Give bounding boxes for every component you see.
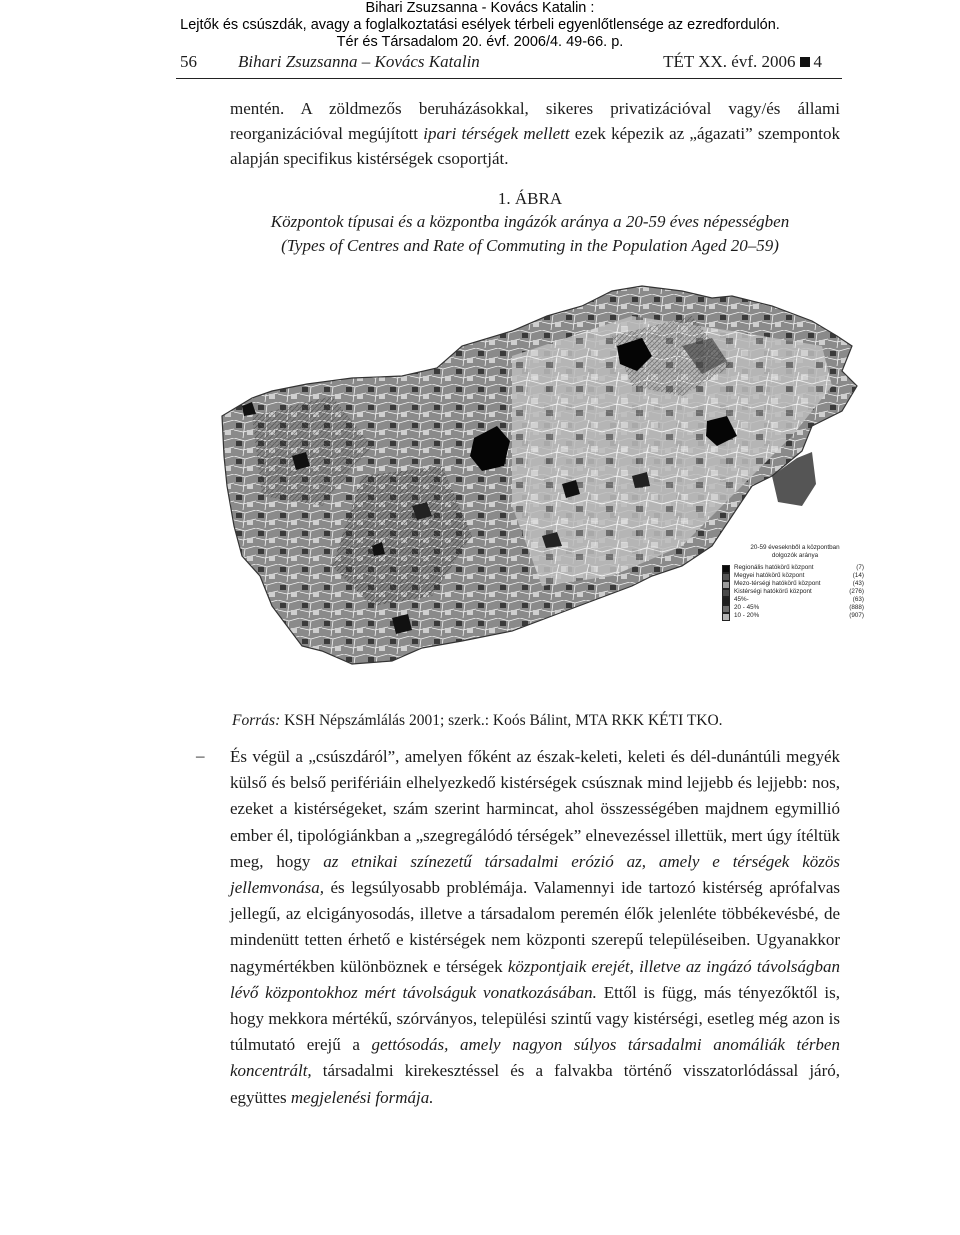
legend-item: Mezo-térségi hatókörű központ (43) <box>718 580 868 588</box>
intro-paragraph: mentén. A zöldmezős beruházásokkal, sikeres privatizációval vagy/és állami reorganizációval megújított ipari térségek mellett ezek képezik az „ágazati” szempontok alapján specifikus kistérségek csoportját. <box>230 99 840 168</box>
page-number: 56 <box>180 52 197 71</box>
legend-swatch <box>722 613 730 621</box>
map-legend <box>718 544 868 620</box>
legend-item: Megyei hatókörű központ (14) <box>718 572 868 580</box>
citation-title: Lejtők és csúszdák, avagy a foglalkoztatási esélyek térbeli egyenlőtlensége az ezredfordulón. <box>180 17 780 33</box>
figure-number: 1. ÁBRA <box>497 189 563 208</box>
legend-item: 20 - 45% (888) <box>718 604 868 612</box>
journal-name: TÉT XX. évf. 2006 <box>663 52 796 71</box>
square-bullet-icon <box>800 57 810 67</box>
legend-item: 45%- (63) <box>718 596 868 604</box>
journal-issue <box>663 52 822 72</box>
legend-heading: 20-59 éveseknből a központban dolgozók aránya <box>750 544 840 559</box>
figure-source: Forrás: KSH Népszámlálás 2001; szerk.: Koós Bálint, MTA RKK KÉTI TKO. <box>232 712 723 729</box>
emphasis: gettósodás, amely nagyon súlyos társadalmi anomáliák térben koncentrált, <box>230 1035 840 1081</box>
emphasis: megjelenési formája. <box>290 1087 434 1107</box>
citation-authors: Bihari Zsuzsanna - Kovács Katalin : <box>365 0 595 16</box>
emphasis: ipari térségek mellett <box>423 124 570 143</box>
body-paragraph: És végül a „csúszdáról”, amelyen főként az észak-keleti, keleti és dél-dunántúli megyék külső és belső perifériáin elhelyezkedő kistérségek csúsznak mind lejjebb és lejjebb: nos, ezeket a kistérségeket, szám szerint harmincat, ahol összességében majdnem egymillió ember él, tipológiánkban a „szegregálódó térségek” elnevezéssel illettük, mert úgy ítéltük meg, hogy az etnikai színezetű társadalmi erózió az, amely e térségek közös jellemvonása, és legsúlyosabb problémája. Valamennyi ide tartozó kistérség aprófalvas jellegű, az elcigányosodás, illetve a társadalom peremén élők jelenléte többékevésbé, de mindenütt tetten érhető e kistérségek nem központi szerepű településeiben. Ugyanakkor nagymértékben különböznek e térségek központjaik erejét, illetve az ingázó távolságban lévő központokhoz mért távolságuk vonatkozásában. Ettől is függ, más tényezőktől is, hogy mekkora mértékű, szórványos, települési szintű vagy kistérségi, esetleg még azon is túlmutató erejű a gettósodás, amely nagyon súlyos társadalmi anomáliák térben koncentrált, társadalmi kirekesztéssel és a falvakba történő visszatorlódással járó, együttes megjelenési formája. <box>230 747 840 1107</box>
running-head <box>176 50 842 79</box>
citation-source: Tér és Társadalom 20. évf. 2006/4. 49-66. p. <box>336 34 624 50</box>
list-dash: – <box>196 746 205 765</box>
citation-header <box>0 0 960 51</box>
legend-item: 10 - 20% (907) <box>718 612 868 620</box>
legend-item: Regionális hatókörű központ (7) <box>718 564 868 572</box>
emphasis: az etnikai színezetű társadalmi erózió az, amely e térségek közös jellemvonása, <box>230 851 840 898</box>
issue-number: 4 <box>813 52 822 71</box>
running-head-authors: Bihari Zsuzsanna – Kovács Katalin <box>238 52 480 71</box>
legend-item: Kistérségi hatókörű központ (276) <box>718 588 868 596</box>
emphasis: központjaik erejét, illetve az ingázó távolságban lévő központokhoz mért távolságuk vonatkozásában. <box>230 956 840 1002</box>
hungary-commuting-map <box>212 276 872 696</box>
figure-title-en: (Types of Centres and Rate of Commuting in the Population Aged 20–59) <box>281 236 779 255</box>
figure-title-hu: Központok típusai és a központba ingázók aránya a 20-59 éves népességben <box>270 212 790 231</box>
